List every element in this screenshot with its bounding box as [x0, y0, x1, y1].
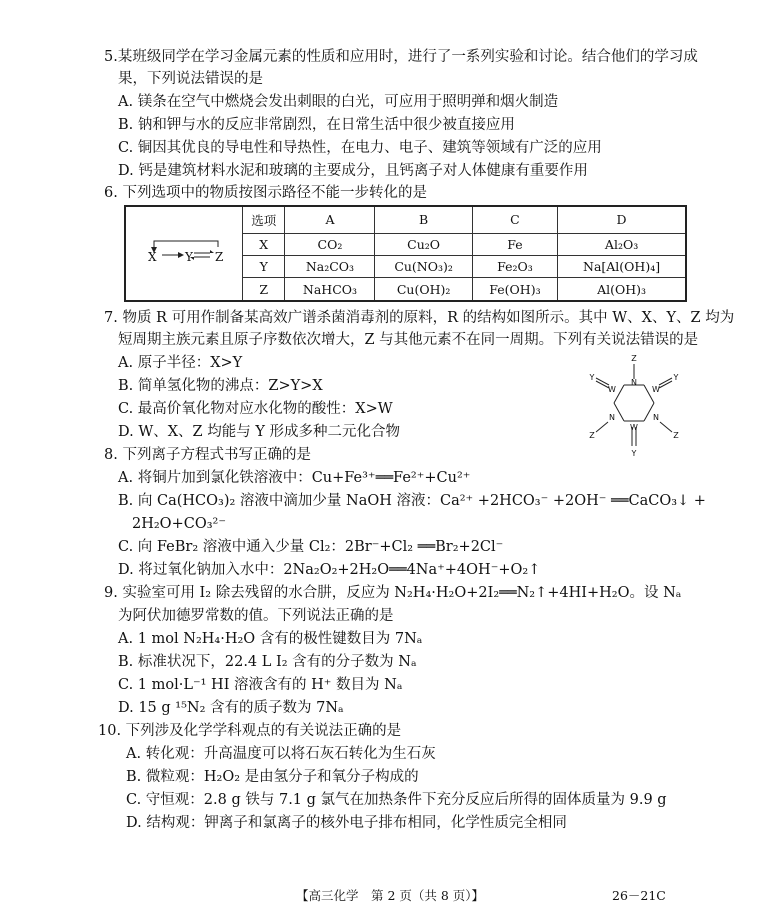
- molecule-r-structure: [574, 352, 694, 462]
- q8-stem: 8. 下列离子方程式书写正确的是: [104, 447, 311, 463]
- q9-option-b: B. 标准状况下，22.4 L I₂ 含有的分子数为 Nₐ: [118, 654, 417, 670]
- q8-option-b-line2: 2H₂O+CO₃²⁻: [132, 516, 226, 532]
- page-footer: 【高三化学 第 2 页（共 8 页）】: [296, 888, 485, 903]
- table-cell: NaHCO₃: [285, 278, 375, 301]
- atom-n-top: N: [631, 378, 637, 387]
- table-header-cell: 选项: [243, 206, 285, 233]
- q8-option-c: C. 向 FeBr₂ 溶液中通入少量 Cl₂：2Br⁻+Cl₂ ══Br₂+2Cl⁻: [118, 539, 504, 555]
- table-cell: Z: [243, 278, 285, 301]
- table-cell: Al(OH)₃: [558, 278, 686, 301]
- atom-z-left: Z: [589, 431, 595, 440]
- q10-option-d: D. 结构观：钾离子和氯离子的核外电子排布相同，化学性质完全相同: [126, 815, 567, 831]
- q6-options-table: [124, 205, 687, 302]
- atom-w-right: W: [652, 385, 660, 394]
- diagram-label-z: Z: [215, 250, 224, 264]
- table-cell: X: [243, 233, 285, 255]
- q5-stem-line2: 果，下列说法错误的是: [118, 71, 263, 87]
- q7-option-d: D. W、X、Z 均能与 Y 形成多种二元化合物: [118, 424, 401, 440]
- q7-option-b: B. 简单氢化物的沸点：Z>Y>X: [118, 378, 323, 394]
- atom-y-bottom: Y: [631, 449, 637, 458]
- atom-z-top: Z: [631, 354, 637, 363]
- atom-n-left: N: [609, 413, 615, 422]
- atom-y-left: Y: [589, 373, 595, 382]
- table-cell: Cu(OH)₂: [375, 278, 472, 301]
- table-cell: Na[Al(OH)₄]: [558, 256, 686, 278]
- q7-option-c: C. 最高价氧化物对应水化物的酸性：X>W: [118, 401, 393, 417]
- conversion-path-diagram: [126, 207, 242, 297]
- table-header-cell: C: [472, 206, 557, 233]
- q6-stem: 6. 下列选项中的物质按图示路径不能一步转化的是: [104, 185, 427, 201]
- table-cell: Fe: [472, 233, 557, 255]
- table-cell: CO₂: [285, 233, 375, 255]
- table-cell: Cu(NO₃)₂: [375, 256, 472, 278]
- q8-option-d: D. 将过氧化钠加入水中：2Na₂O₂+2H₂O══4Na⁺+4OH⁻+O₂↑: [118, 562, 541, 578]
- q9-stem-line2: 为阿伏加德罗常数的值。下列说法正确的是: [118, 608, 394, 624]
- table-cell: Al₂O₃: [558, 233, 686, 255]
- table-cell: Fe(OH)₃: [472, 278, 557, 301]
- table-header-cell: B: [375, 206, 472, 233]
- q8-option-a: A. 将铜片加到氯化铁溶液中：Cu+Fe³⁺══Fe²⁺+Cu²⁺: [118, 470, 471, 486]
- table-header-cell: A: [285, 206, 375, 233]
- q9-option-d: D. 15 g ¹⁵N₂ 含有的质子数为 7Nₐ: [118, 700, 344, 716]
- paper-code: 26－21C: [612, 888, 666, 903]
- q7-option-a: A. 原子半径：X>Y: [118, 355, 243, 371]
- atom-w-left: W: [608, 385, 616, 394]
- q10-option-b: B. 微粒观：H₂O₂ 是由氢分子和氧分子构成的: [126, 769, 419, 785]
- q5-option-c: C. 铜因其优良的导电性和导热性，在电力、电子、建筑等领域有广泛的应用: [118, 140, 602, 156]
- conversion-diagram-cell: [125, 206, 243, 301]
- atom-z-right: Z: [673, 431, 679, 440]
- q10-stem: 10. 下列涉及化学学科观点的有关说法正确的是: [98, 723, 402, 739]
- table-header-cell: D: [558, 206, 686, 233]
- table-cell: Na₂CO₃: [285, 256, 375, 278]
- q10-option-a: A. 转化观：升高温度可以将石灰石转化为生石灰: [126, 746, 436, 762]
- diagram-label-x: X: [148, 250, 157, 264]
- diagram-label-y: Y: [185, 250, 193, 264]
- table-cell: Y: [243, 256, 285, 278]
- q7-stem-line1: 7. 物质 R 可用作制备某高效广谱杀菌消毒剂的原料，R 的结构如图所示。其中 W、X、Y、Z 均为: [104, 310, 735, 326]
- q7-stem-line2: 短周期主族元素且原子序数依次增大，Z 与其他元素不在同一周期。下列有关说法错误的是: [118, 332, 699, 348]
- q9-option-c: C. 1 mol·L⁻¹ HI 溶液含有的 H⁺ 数目为 Nₐ: [118, 677, 403, 693]
- q5-option-b: B. 钠和钾与水的反应非常剧烈，在日常生活中很少被直接应用: [118, 117, 515, 133]
- q8-option-b-line1: B. 向 Ca(HCO₃)₂ 溶液中滴加少量 NaOH 溶液：Ca²⁺ +2HCO₃⁻ +2OH⁻ ══CaCO₃↓ +: [118, 493, 706, 509]
- table-cell: Cu₂O: [375, 233, 472, 255]
- q5-option-a: A. 镁条在空气中燃烧会发出刺眼的白光，可应用于照明弹和烟火制造: [118, 94, 559, 110]
- q9-stem-line1: 9. 实验室可用 I₂ 除去残留的水合肼，反应为 N₂H₄·H₂O+2I₂══N₂↑+4HI+H₂O。设 Nₐ: [104, 585, 682, 601]
- atom-y-right: Y: [673, 373, 679, 382]
- table-cell: Fe₂O₃: [472, 256, 557, 278]
- q5-stem-line1: 5.某班级同学在学习金属元素的性质和应用时，进行了一系列实验和讨论。结合他们的学习成: [104, 49, 698, 65]
- q10-option-c: C. 守恒观：2.8 g 铁与 7.1 g 氯气在加热条件下充分反应后所得的固体质量为 9.9 g: [126, 792, 667, 808]
- atom-w-bottom: W: [630, 423, 638, 432]
- q5-option-d: D. 钙是建筑材料水泥和玻璃的主要成分，且钙离子对人体健康有重要作用: [118, 163, 588, 179]
- q9-option-a: A. 1 mol N₂H₄·H₂O 含有的极性键数目为 7Nₐ: [118, 631, 423, 647]
- atom-n-right: N: [653, 413, 659, 422]
